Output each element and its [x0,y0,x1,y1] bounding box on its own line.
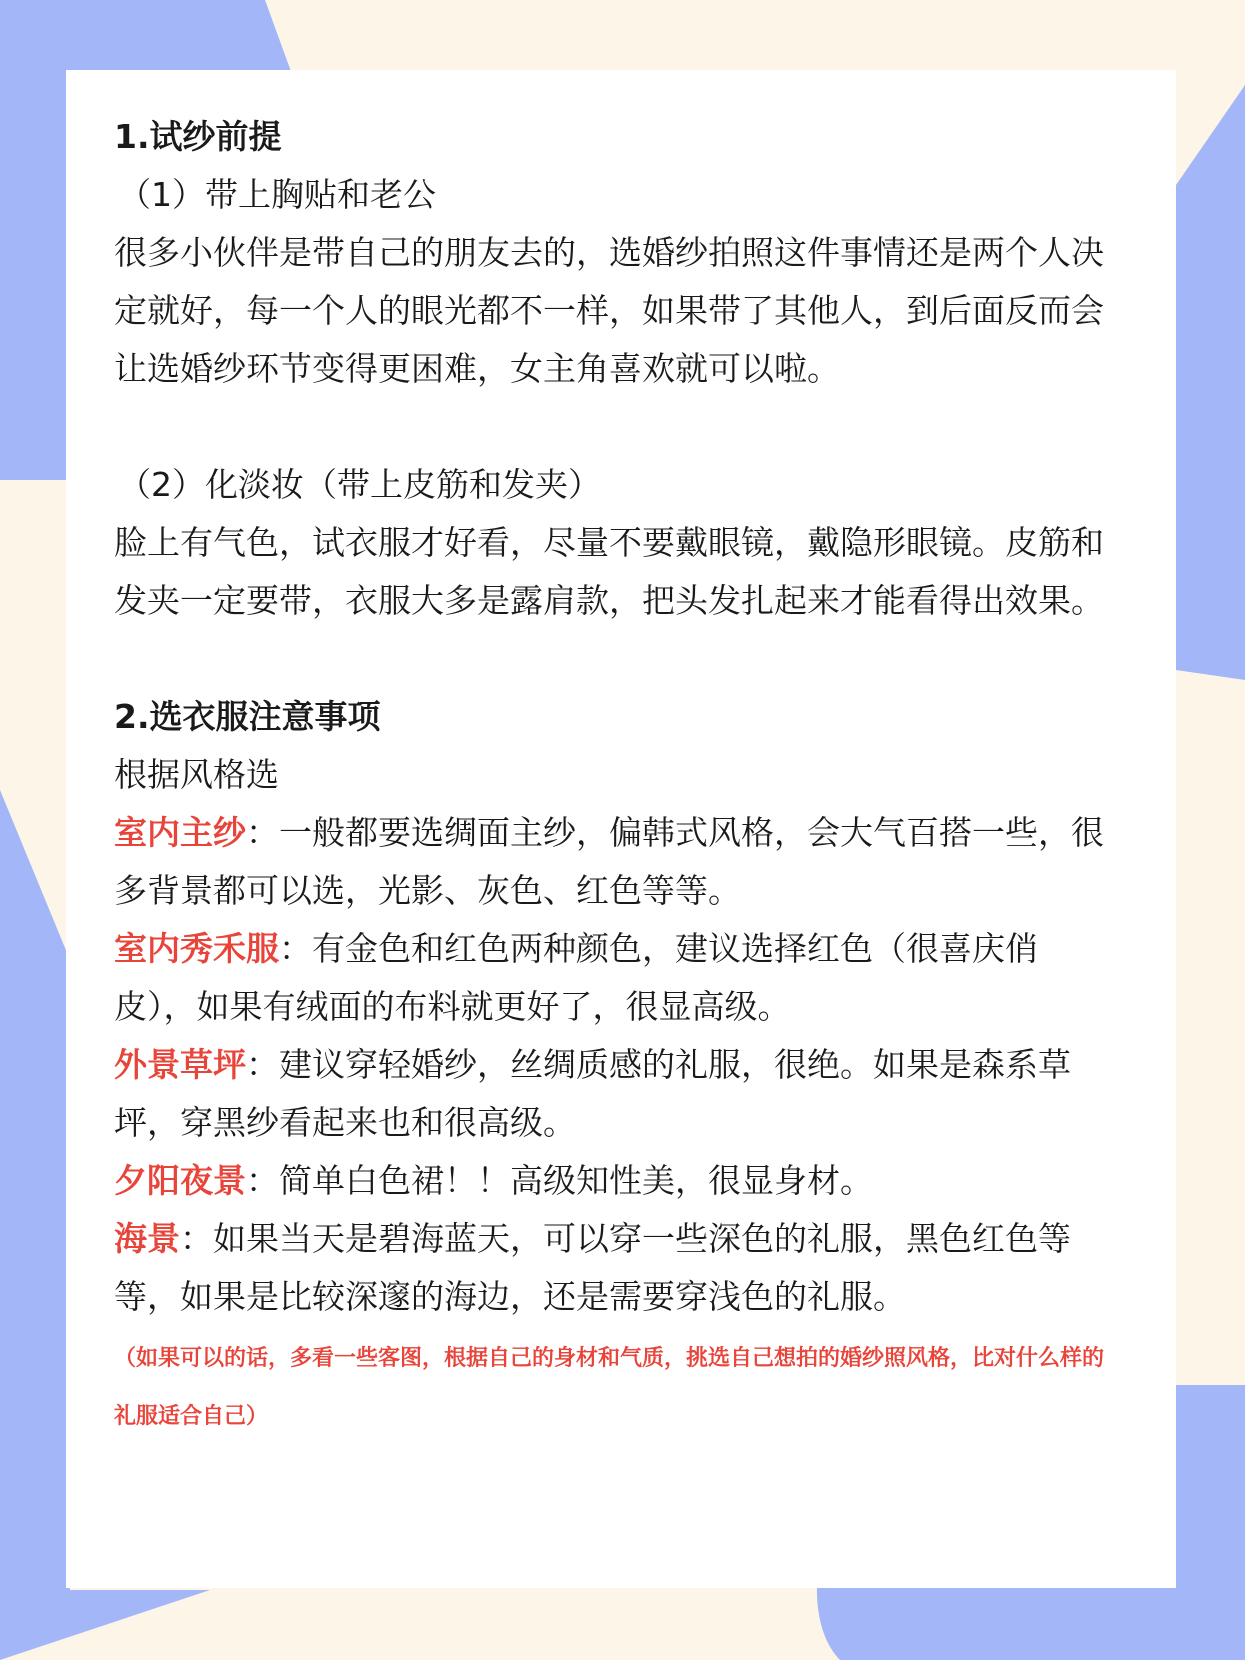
section1-item2-heading: （2）化淡妆（带上皮筋和发夹） [118,465,601,504]
article-body [114,108,1114,1446]
section2-intro: 根据风格选 [114,755,279,794]
style-item-seaside [114,1210,1114,1326]
style-label: 外景草坪 [114,1045,246,1084]
section2-title: 2.选衣服注意事项 [114,697,381,736]
section1-title: 1.试纱前提 [114,117,282,156]
style-item-sunset-night [114,1152,1114,1210]
style-text: ：建议穿轻婚纱，丝绸质感的礼服，很绝。如果是森系草坪，穿黑纱看起来也和很高级。 [114,1045,1071,1142]
section1-item2-body: 脸上有气色，试衣服才好看，尽量不要戴眼镜，戴隐形眼镜。皮筋和发夹一定要带，衣服大多是露肩款，把头发扎起来才能看得出效果。 [114,523,1104,620]
style-text: ：有金色和红色两种颜色，建议选择红色（很喜庆俏皮），如果有绒面的布料就更好了，很显高级。 [114,929,1038,1026]
style-label: 室内秀禾服 [114,929,279,968]
style-text: ：如果当天是碧海蓝天，可以穿一些深色的礼服，黑色红色等等，如果是比较深邃的海边，还是需要穿浅色的礼服。 [114,1219,1071,1316]
footnote: （如果可以的话，多看一些客图，根据自己的身材和气质，挑选自己想拍的婚纱照风格，比对什么样的礼服适合自己） [114,1346,1105,1429]
section1-item1-heading: （1）带上胸贴和老公 [118,175,436,214]
spacer [114,398,1114,456]
style-item-indoor-xiuhe [114,920,1114,1036]
blue-shape-right-top [1176,85,1245,680]
style-label: 室内主纱 [114,813,246,852]
style-item-indoor-gown [114,804,1114,920]
style-item-outdoor-lawn [114,1036,1114,1152]
content-card [66,70,1176,1588]
spacer [114,630,1114,688]
style-label: 夕阳夜景 [114,1161,246,1200]
style-label: 海景 [114,1219,180,1258]
style-text: ：简单白色裙！！高级知性美，很显身材。 [246,1161,873,1200]
section1-item1-body: 很多小伙伴是带自己的朋友去的，选婚纱拍照这件事情还是两个人决定就好，每一个人的眼光都不一样，如果带了其他人，到后面反而会让选婚纱环节变得更困难，女主角喜欢就可以啦。 [114,233,1104,388]
style-text: ：一般都要选绸面主纱，偏韩式风格，会大气百搭一些，很多背景都可以选，光影、灰色、红色等等。 [114,813,1104,910]
